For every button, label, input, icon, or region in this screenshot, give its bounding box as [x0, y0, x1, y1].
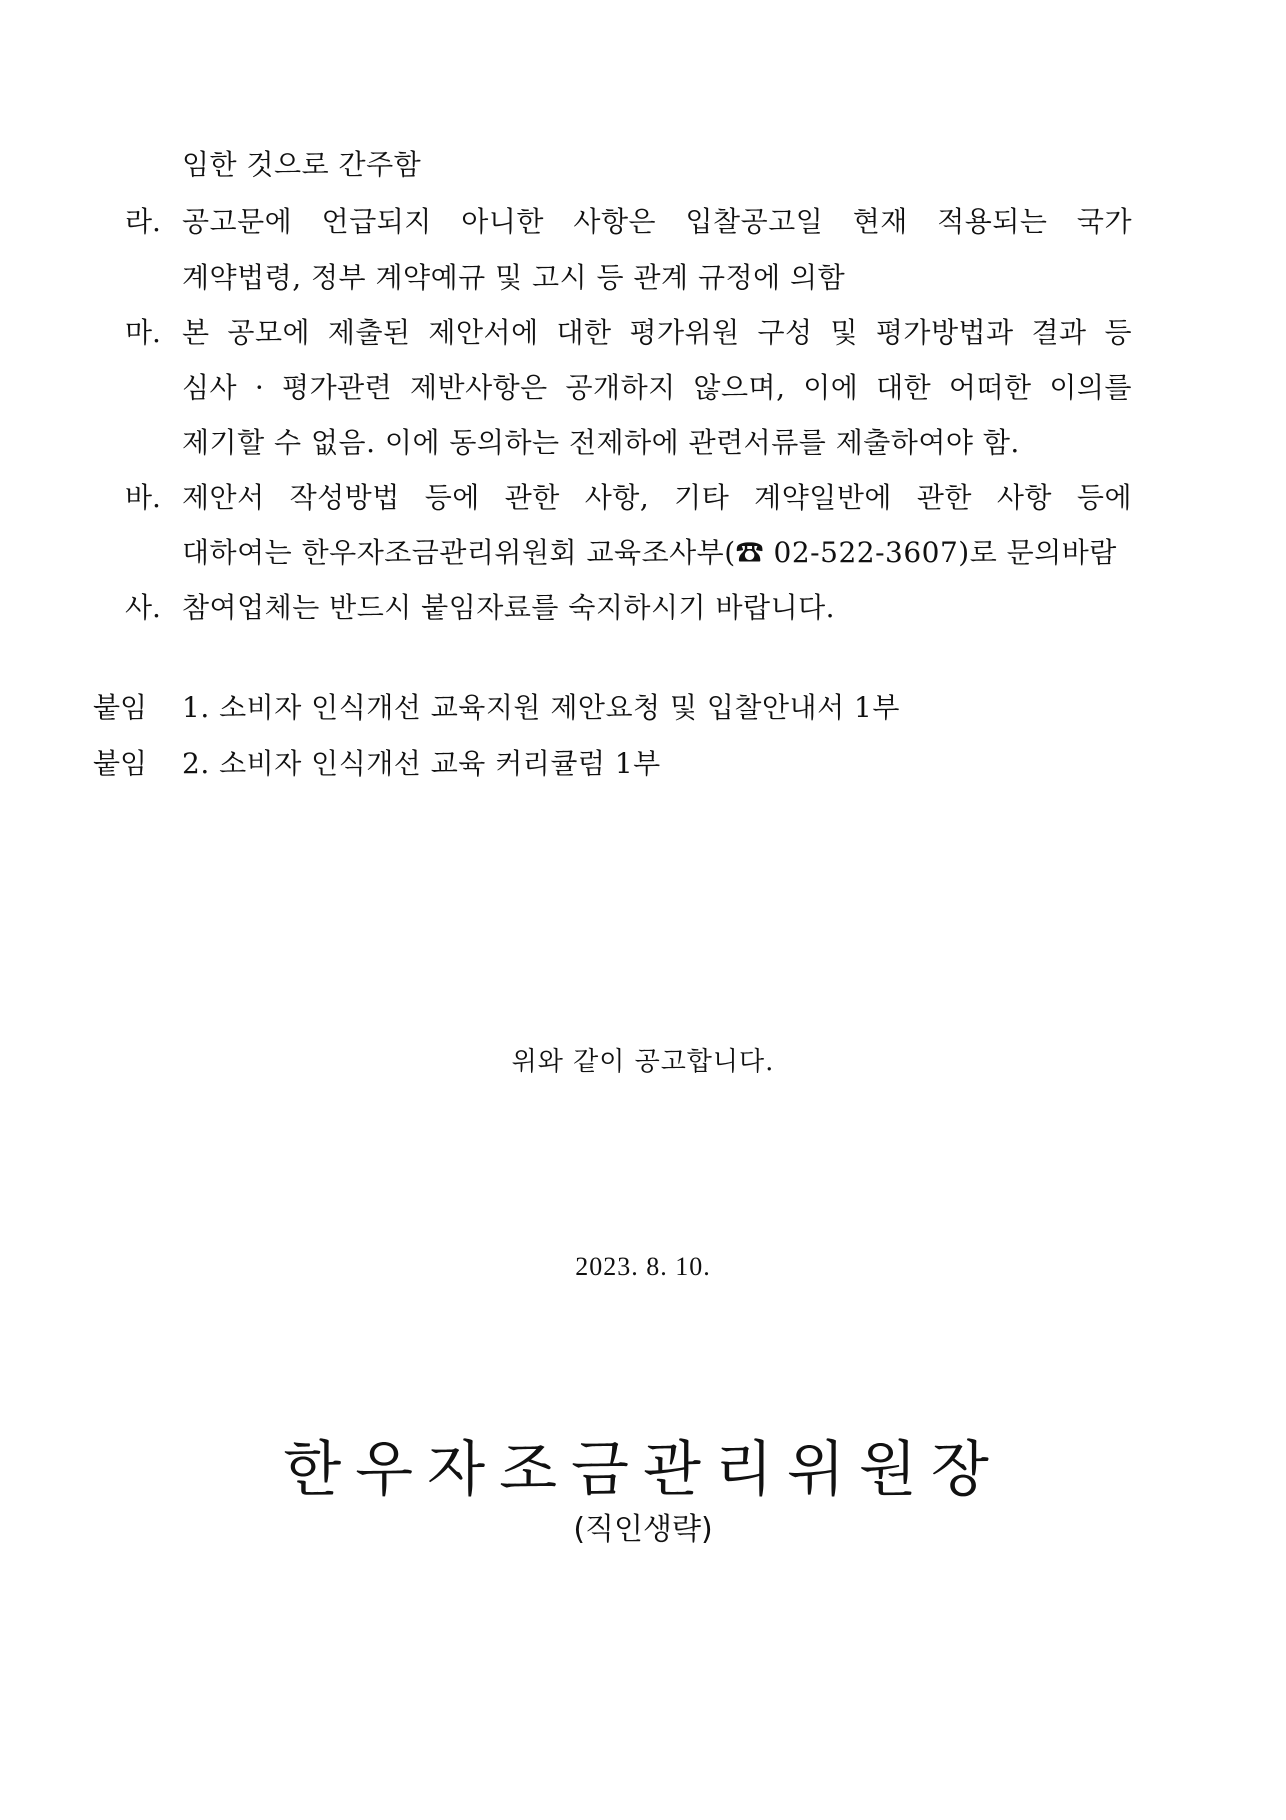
- attachment-text-1: 1. 소비자 인식개선 교육지원 제안요청 및 입찰안내서 1부: [182, 691, 900, 724]
- item-ra-line-1: 공고문에 언급되지 아니한 사항은 입찰공고일 현재 적용되는 국가: [182, 205, 1132, 238]
- announcement-date: 2023. 8. 10.: [575, 1252, 711, 1281]
- closing-statement: 위와 같이 공고합니다.: [511, 1047, 775, 1077]
- item-ma-line-2: 심사 · 평가관련 제반사항은 공개하지 않으며, 이에 대한 어떠한 이의를: [182, 371, 1132, 404]
- item-marker-sa: 사.: [125, 591, 161, 624]
- continuation-line: 임한 것으로 간주함: [182, 148, 422, 181]
- item-ma-line-3: 제기할 수 없음. 이에 동의하는 전제하에 관련서류를 제출하여야 함.: [182, 426, 1020, 459]
- item-ba-line-2: 대하여는 한우자조금관리위원회 교육조사부(☎ 02-522-3607)로 문의바람: [182, 536, 1117, 569]
- issuer-title: 한우자조금관리위원장: [283, 1435, 1003, 1505]
- item-ma-line-1: 본 공모에 제출된 제안서에 대한 평가위원 구성 및 평가방법과 결과 등: [182, 316, 1132, 349]
- item-sa-line-1: 참여업체는 반드시 붙임자료를 숙지하시기 바랍니다.: [182, 591, 836, 624]
- seal-omitted-note: (직인생략): [573, 1512, 713, 1547]
- item-marker-ba: 바.: [125, 481, 161, 514]
- item-marker-ma: 마.: [125, 316, 161, 349]
- item-marker-ra: 라.: [125, 205, 161, 238]
- attachment-label-1: 붙임: [93, 691, 148, 724]
- attachment-text-2: 2. 소비자 인식개선 교육 커리큘럼 1부: [182, 747, 661, 780]
- item-ra-line-2: 계약법령, 정부 계약예규 및 고시 등 관계 규정에 의함: [182, 261, 846, 294]
- item-ba-line-1: 제안서 작성방법 등에 관한 사항, 기타 계약일반에 관한 사항 등에: [182, 481, 1132, 514]
- attachment-label-2: 붙임: [93, 747, 148, 780]
